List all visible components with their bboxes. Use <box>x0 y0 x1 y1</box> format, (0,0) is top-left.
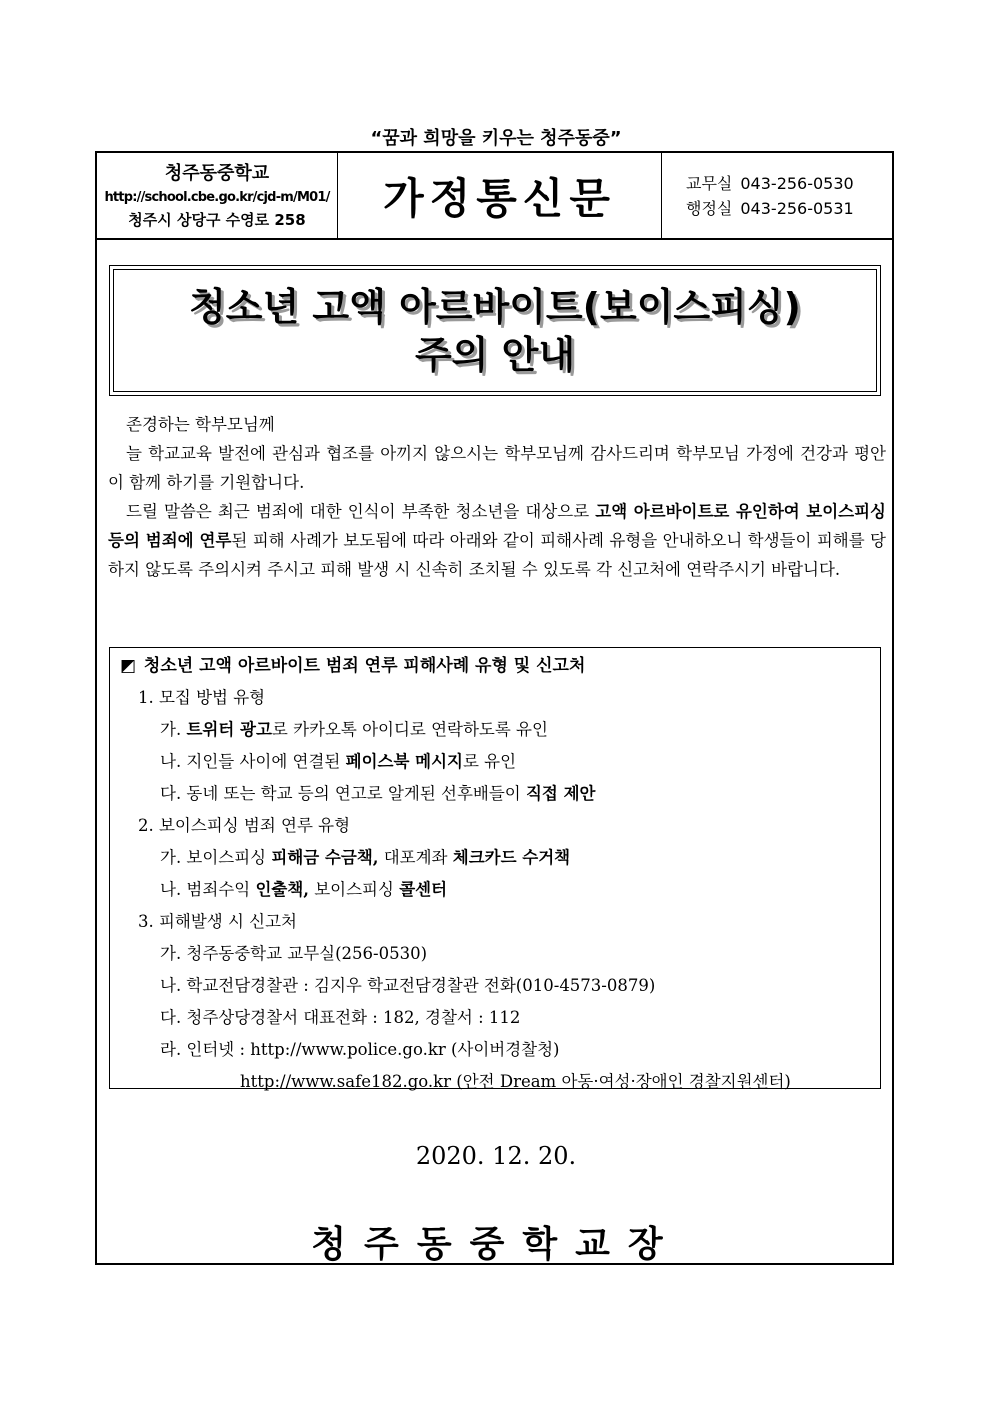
info-box <box>109 647 881 1089</box>
intro-emphasis: 고액 아르바이트로 유인하여 보이스피싱 등의 범죄에 연루 <box>108 502 886 550</box>
school-address: 청주시 상당구 수영로 258 <box>128 210 306 229</box>
school-info <box>97 153 338 238</box>
section-heading: 3. 피해발생 시 신고처 <box>138 912 297 931</box>
list-item: 가. 청주동중학교 교무실(256-0530) <box>160 944 428 963</box>
section-heading: 2. 보이스피싱 범죄 연루 유형 <box>138 816 351 835</box>
school-url: http://school.cbe.go.kr/cjd-m/M01/ <box>104 189 330 205</box>
greeting: 존경하는 학부모님께 <box>126 415 275 434</box>
info-box-title <box>120 650 880 682</box>
intro-paragraph-2 <box>108 497 886 584</box>
phone-label: 교무실 <box>686 173 733 193</box>
phone-row-academic <box>686 171 892 196</box>
list-item: 가. 트위터 광고로 카카오톡 아이디로 연락하도록 유인 <box>160 720 548 739</box>
intro-letter <box>108 410 886 584</box>
intro-text: 드릴 말씀은 최근 범죄에 대한 인식이 부족한 청소년을 대상으로 <box>126 502 596 521</box>
notice-title-line1: 청소년 고액 아르바이트(보이스피싱) <box>189 284 801 329</box>
phone-row-admin <box>686 196 892 221</box>
list-item: 다. 동네 또는 학교 등의 연고로 알게된 선후배들이 직접 제안 <box>160 784 596 803</box>
list-item: 나. 지인들 사이에 연결된 페이스북 메시지로 유인 <box>160 752 517 771</box>
contact-phones <box>662 153 892 238</box>
list-item: 나. 학교전담경찰관 : 김지우 학교전담경찰관 전화(010-4573-0879) <box>160 976 656 995</box>
phone-label: 행정실 <box>686 198 733 218</box>
phone-number: 043-256-0530 <box>740 173 854 193</box>
school-name: 청주동중학교 <box>164 162 270 184</box>
list-item: 나. 범죄수익 인출책, 보이스피싱 콜센터 <box>160 880 448 899</box>
phone-number: 043-256-0531 <box>740 198 854 218</box>
newsletter-header <box>97 153 892 240</box>
info-box-title-text: 청소년 고액 아르바이트 범죄 연루 피해사례 유형 및 신고처 <box>143 656 586 676</box>
issue-date: 2020. 12. 20. <box>415 1142 577 1170</box>
school-motto: “꿈과 희망을 키우는 청주동중” <box>370 128 622 149</box>
list-item: 다. 청주상당경찰서 대표전화 : 182, 경찰서 : 112 <box>160 1008 521 1027</box>
principal-signature: 청주동중학교장 <box>311 1224 681 1265</box>
notice-title <box>113 269 877 392</box>
square-marker-icon: ◩ <box>120 656 137 676</box>
newsletter-title: 가정통신문 <box>338 153 662 238</box>
notice-title-line2: 주의 안내 <box>414 332 576 377</box>
section-heading: 1. 모집 방법 유형 <box>138 688 266 707</box>
notice-title-box <box>109 265 881 396</box>
list-item: http://www.safe182.go.kr (안전 Dream 아동·여성·장애인 경찰지원센터) <box>240 1072 791 1091</box>
list-item: 라. 인터넷 : http://www.police.go.kr (사이버경찰청) <box>160 1040 560 1059</box>
intro-paragraph-1: 늘 학교교육 발전에 관심과 협조를 아끼지 않으시는 학부모님께 감사드리며 학부모님 가정에 건강과 평안이 함께 하기를 기원합니다. <box>108 444 886 492</box>
intro-text: 된 피해 사례가 보도됨에 따라 아래와 같이 피해사례 유형을 안내하오니 학생들이 피해를 당하지 않도록 주의시켜 주시고 피해 발생 시 신속히 조치될 수 있도록 각 신고처에 연락주시기 바랍니다. <box>108 531 887 579</box>
list-item: 가. 보이스피싱 피해금 수금책, 대포계좌 체크카드 수거책 <box>160 848 571 867</box>
